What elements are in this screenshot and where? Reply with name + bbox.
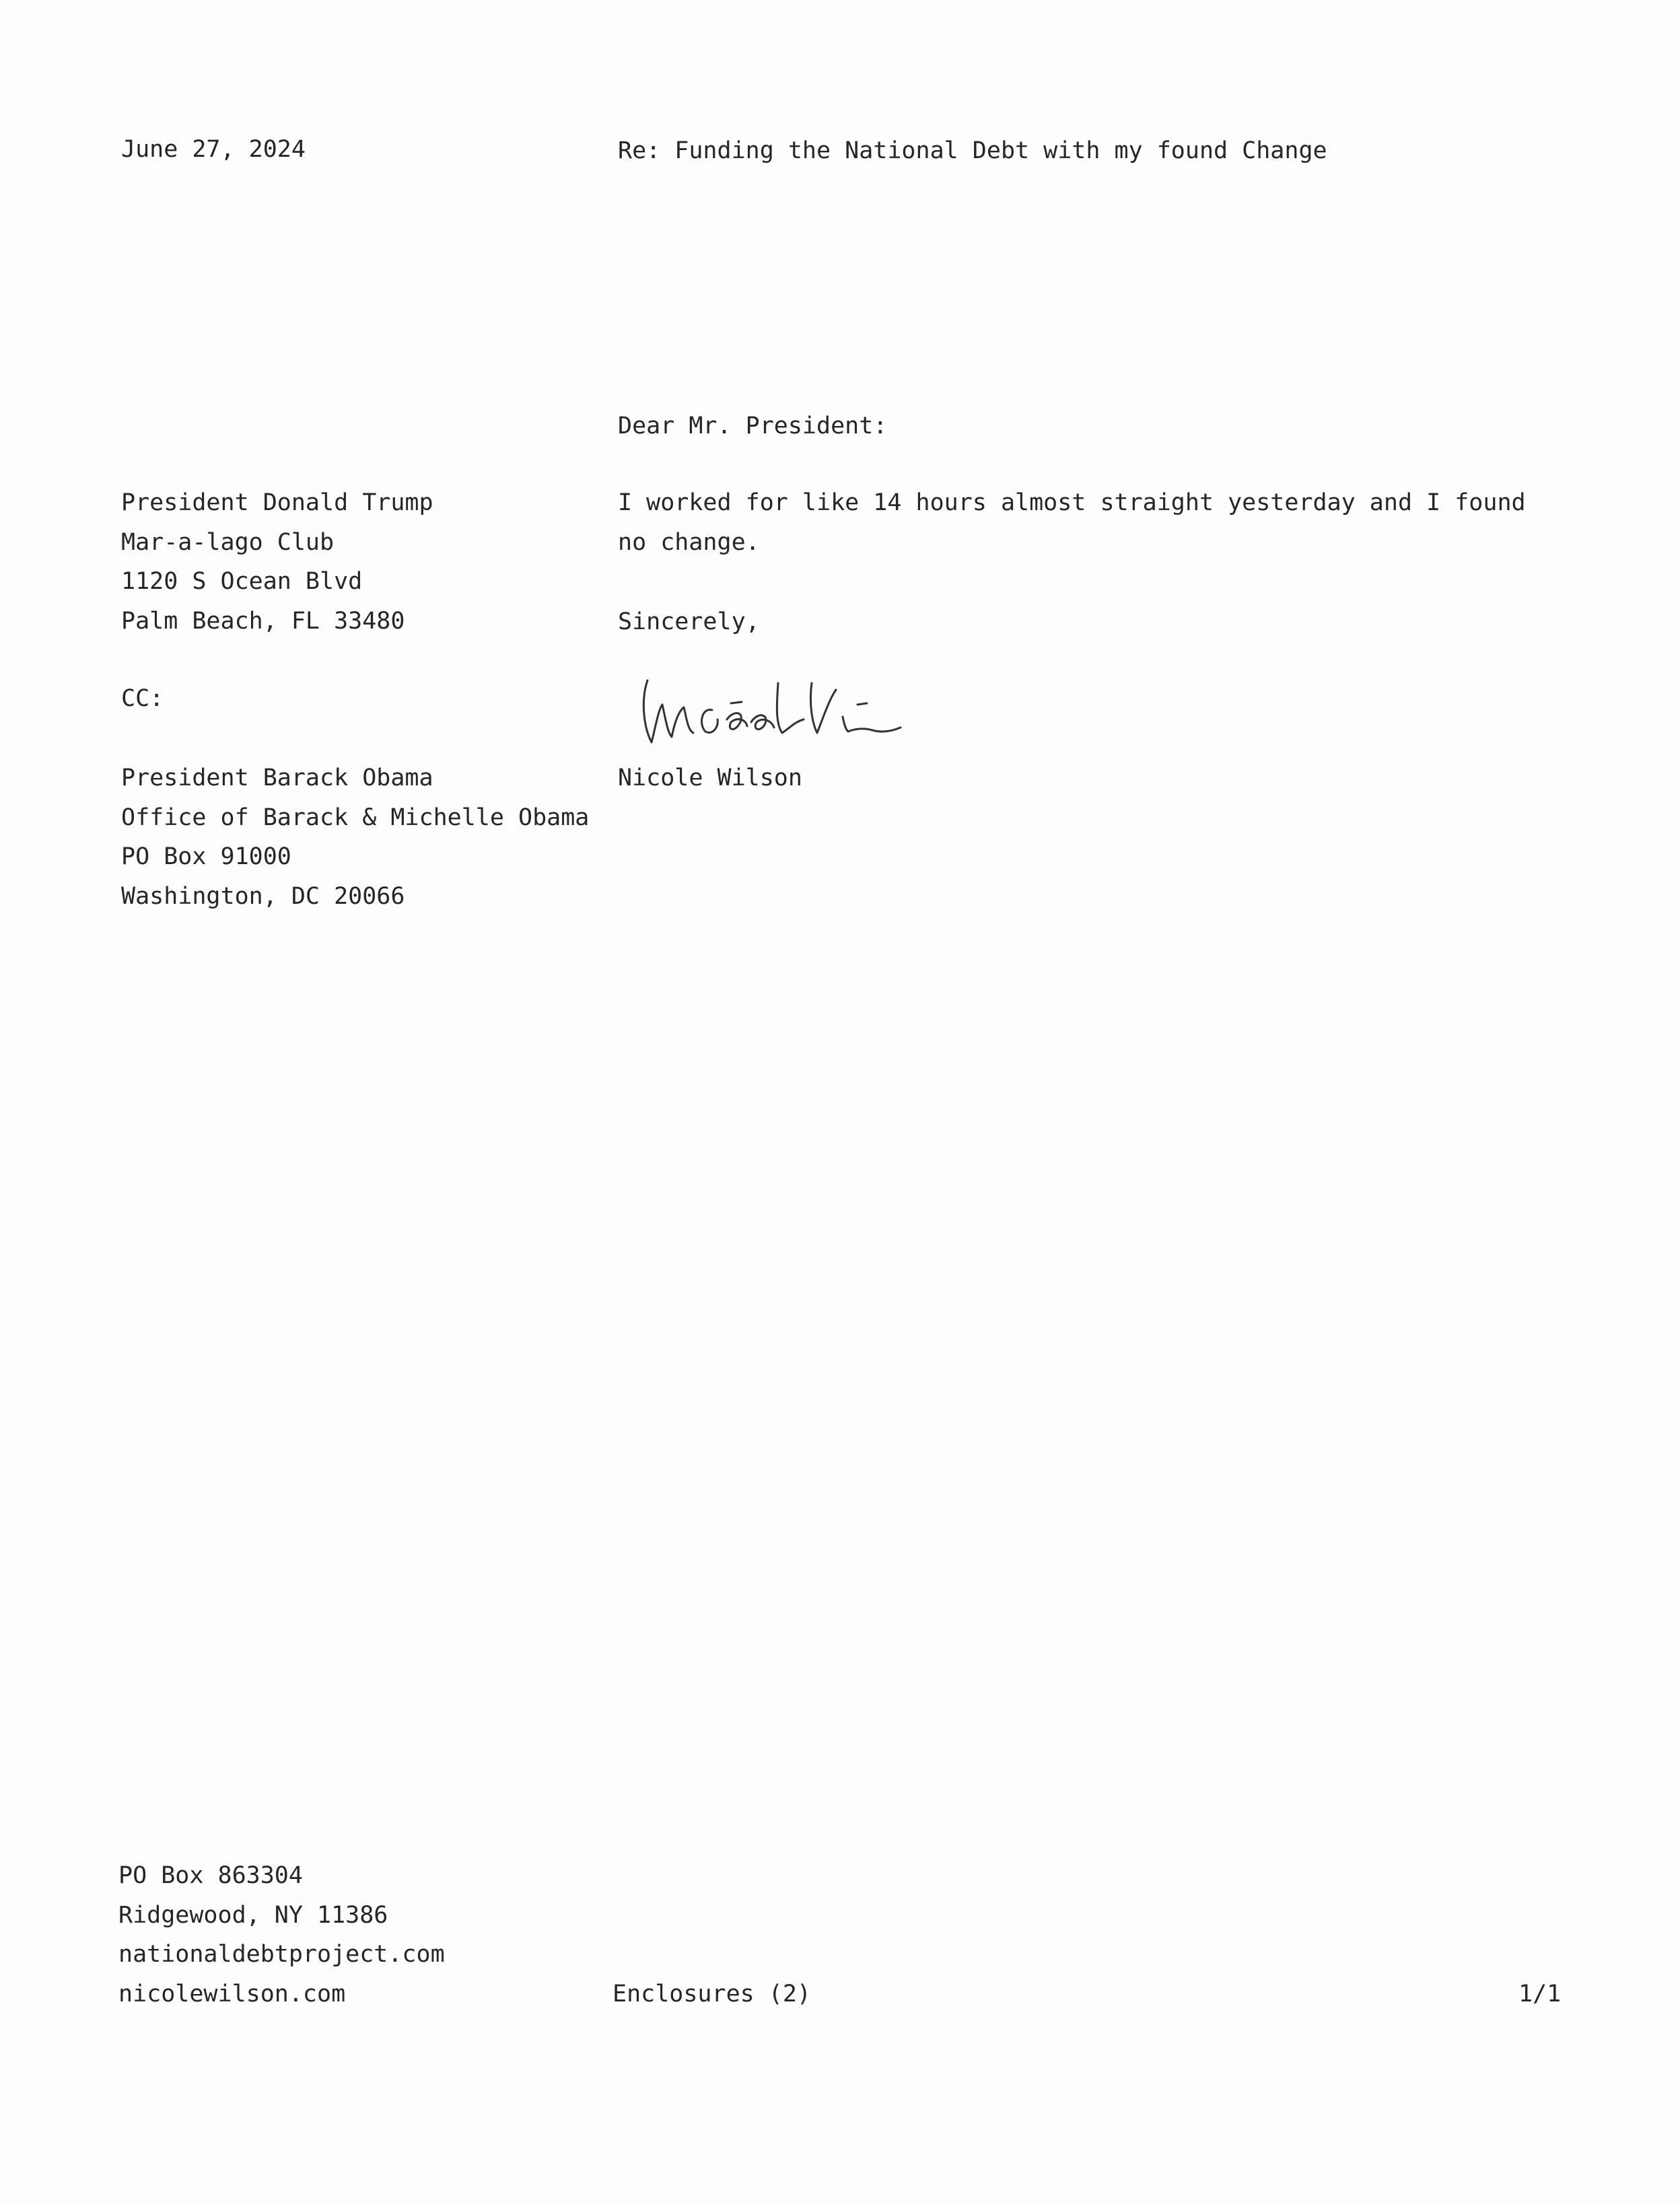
recipient-line: 1120 S Ocean Blvd [121, 568, 363, 595]
recipient-line: President Donald Trump [121, 489, 433, 516]
sender-address [118, 1856, 445, 2014]
enclosures-note: Enclosures (2) [612, 1981, 812, 2007]
cc-address [121, 758, 589, 916]
cc-line: President Barack Obama [121, 765, 433, 791]
letter-body: I worked for like 14 hours almost straight yesterday and I found no change. [618, 489, 1526, 556]
handwritten-signature [633, 663, 969, 764]
sender-line: PO Box 863304 [118, 1862, 303, 1889]
signature-name: Nicole Wilson [618, 765, 802, 791]
cc-line: Washington, DC 20066 [121, 882, 405, 910]
sender-line: Ridgewood, NY 11386 [118, 1901, 388, 1929]
closing: Sincerely, [618, 608, 760, 635]
page-number: 1/1 [1518, 1981, 1562, 2007]
salutation: Dear Mr. President: [618, 413, 888, 439]
cc-line: PO Box 91000 [121, 843, 291, 870]
recipient-line: Mar-a-lago Club [121, 528, 335, 556]
letter-subject: Re: Funding the National Debt with my found Change [618, 137, 1327, 164]
sender-link[interactable]: nicolewilson.com [118, 1980, 346, 2007]
cc-label: CC: [121, 685, 164, 712]
sender-link[interactable]: nationaldebtproject.com [118, 1941, 445, 1968]
recipient-line: Palm Beach, FL 33480 [121, 607, 405, 635]
letter-date: June 27, 2024 [121, 136, 306, 163]
recipient-address [121, 483, 433, 641]
cc-line: Office of Barack & Michelle Obama [121, 804, 590, 831]
